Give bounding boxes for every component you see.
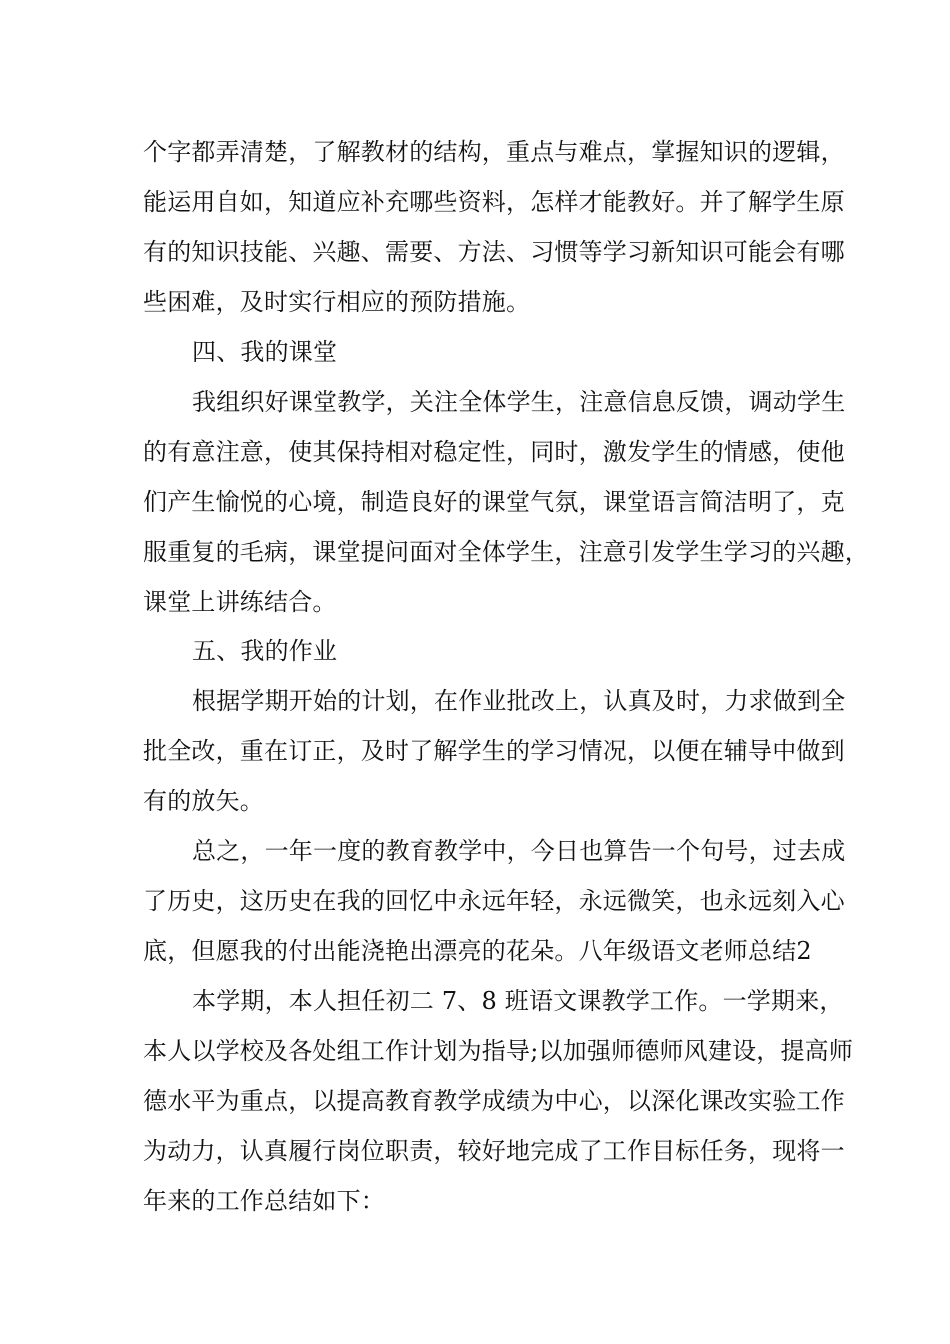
section-heading: 四、我的课堂 — [192, 338, 338, 366]
paragraph-line: 能运用自如，知道应补充哪些资料，怎样才能教好。并了解学生原 — [143, 188, 845, 216]
paragraph-line: 本人以学校及各处组工作计划为指导;以加强师德师风建设，提高师 — [143, 1037, 854, 1065]
paragraph-line: 为动力，认真履行岗位职责，较好地完成了工作目标任务，现将一 — [143, 1137, 845, 1165]
paragraph-line: 们产生愉悦的心境，制造良好的课堂气氛，课堂语言简洁明了，克 — [143, 488, 845, 516]
paragraph-line: 根据学期开始的计划，在作业批改上，认真及时，力求做到全 — [192, 687, 846, 715]
paragraph-line: 批全改，重在订正，及时了解学生的学习情况，以便在辅导中做到 — [143, 737, 845, 765]
paragraph-line: 德水平为重点，以提高教育教学成绩为中心，以深化课改实验工作 — [143, 1087, 845, 1115]
paragraph-line: 年来的工作总结如下： — [143, 1187, 385, 1215]
paragraph-line: 的有意注意，使其保持相对稳定性，同时，激发学生的情感，使他 — [143, 438, 845, 466]
section-heading: 五、我的作业 — [192, 637, 338, 665]
paragraph-line: 有的知识技能、兴趣、需要、方法、习惯等学习新知识可能会有哪 — [143, 238, 845, 266]
paragraph-line: 些困难，及时实行相应的预防措施。 — [143, 288, 531, 316]
paragraph-line: 我组织好课堂教学，关注全体学生，注意信息反馈，调动学生 — [192, 388, 846, 416]
paragraph-line: 底，但愿我的付出能浇艳出漂亮的花朵。八年级语文老师总结2 — [143, 937, 812, 965]
paragraph-line: 课堂上讲练结合。 — [143, 588, 337, 616]
paragraph-line: 本学期，本人担任初二 7、8 班语文课教学工作。一学期来， — [192, 987, 844, 1015]
paragraph-line: 了历史，这历史在我的回忆中永远年轻，永远微笑，也永远刻入心 — [143, 887, 845, 915]
paragraph-line: 总之，一年一度的教育教学中，今日也算告一个句号，过去成 — [192, 837, 846, 865]
paragraph-line: 个字都弄清楚，了解教材的结构，重点与难点，掌握知识的逻辑， — [143, 138, 845, 166]
paragraph-line: 有的放矢。 — [143, 787, 264, 815]
paragraph-line: 服重复的毛病，课堂提问面对全体学生，注意引发学生学习的兴趣， — [143, 538, 869, 566]
